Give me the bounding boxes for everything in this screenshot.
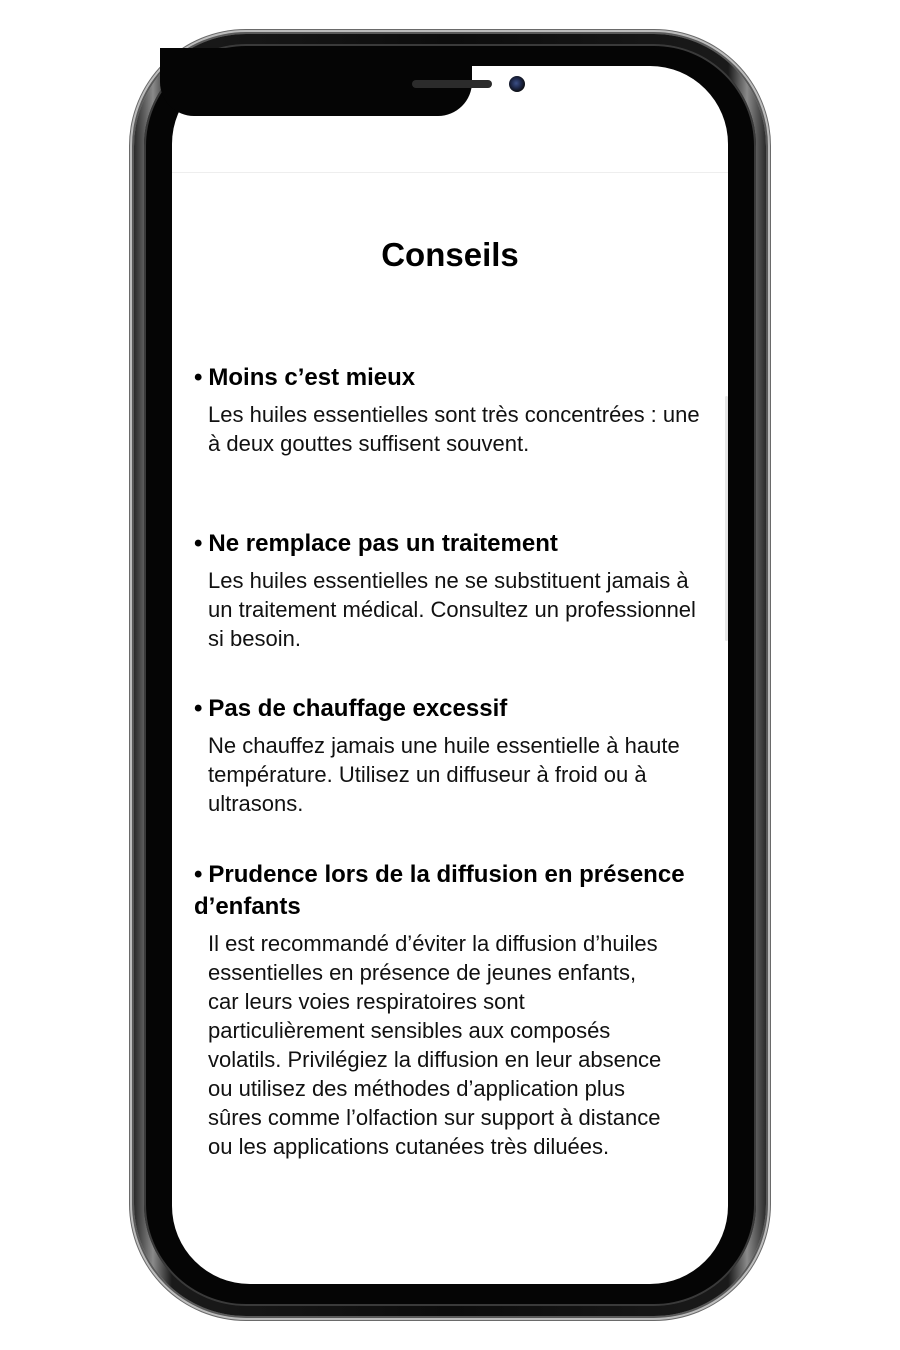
page-title: Conseils (381, 236, 519, 273)
tip-body: Les huiles essentielles sont très concentrées : une à deux gouttes suffisent souvent. (208, 402, 700, 456)
tip-heading (194, 362, 706, 394)
tip-item (194, 528, 706, 653)
front-camera-icon (509, 76, 525, 92)
tip-heading-text: Pas de chauffage excessif (208, 695, 508, 722)
tip-item (194, 362, 706, 458)
tip-body: Les huiles essentielles ne se substituent jamais à un traitement médical. Consultez un professionnel si besoin. (208, 568, 696, 651)
tip-body: Ne chauffez jamais une huile essentielle à haute température. Utilisez un diffuseur à froid ou à ultrasons. (208, 733, 680, 816)
tip-heading (194, 693, 706, 725)
bullet-icon: • (194, 364, 203, 391)
tip-item (194, 859, 706, 1161)
screen[interactable] (172, 66, 728, 1284)
speaker-grille (412, 80, 492, 88)
tip-heading-text: Ne remplace pas un traitement (208, 530, 558, 557)
tip-heading (194, 859, 706, 923)
phone-bezel (144, 44, 756, 1306)
scroll-indicator[interactable] (725, 396, 728, 641)
bullet-icon: • (194, 861, 203, 888)
tip-heading (194, 528, 706, 560)
tip-heading-text: Moins c’est mieux (208, 364, 416, 391)
tip-heading-text: Prudence lors de la diffusion en présence d’enfants (194, 861, 685, 920)
phone-frame (134, 34, 766, 1316)
bullet-icon: • (194, 530, 203, 557)
tip-body: Il est recommandé d’éviter la diffusion d’huiles essentielles en présence de jeunes enfants, car leurs voies respiratoires sont particulièrement sensibles aux composés volatils. Privilégiez la diffusion en leur absence ou utilisez des méthodes d’application plus sûres comme l’olfaction sur support à distance ou les applications cutanées très diluées. (208, 931, 662, 1159)
tip-item (194, 693, 706, 818)
status-bar-divider (172, 172, 728, 173)
bullet-icon: • (194, 695, 203, 722)
